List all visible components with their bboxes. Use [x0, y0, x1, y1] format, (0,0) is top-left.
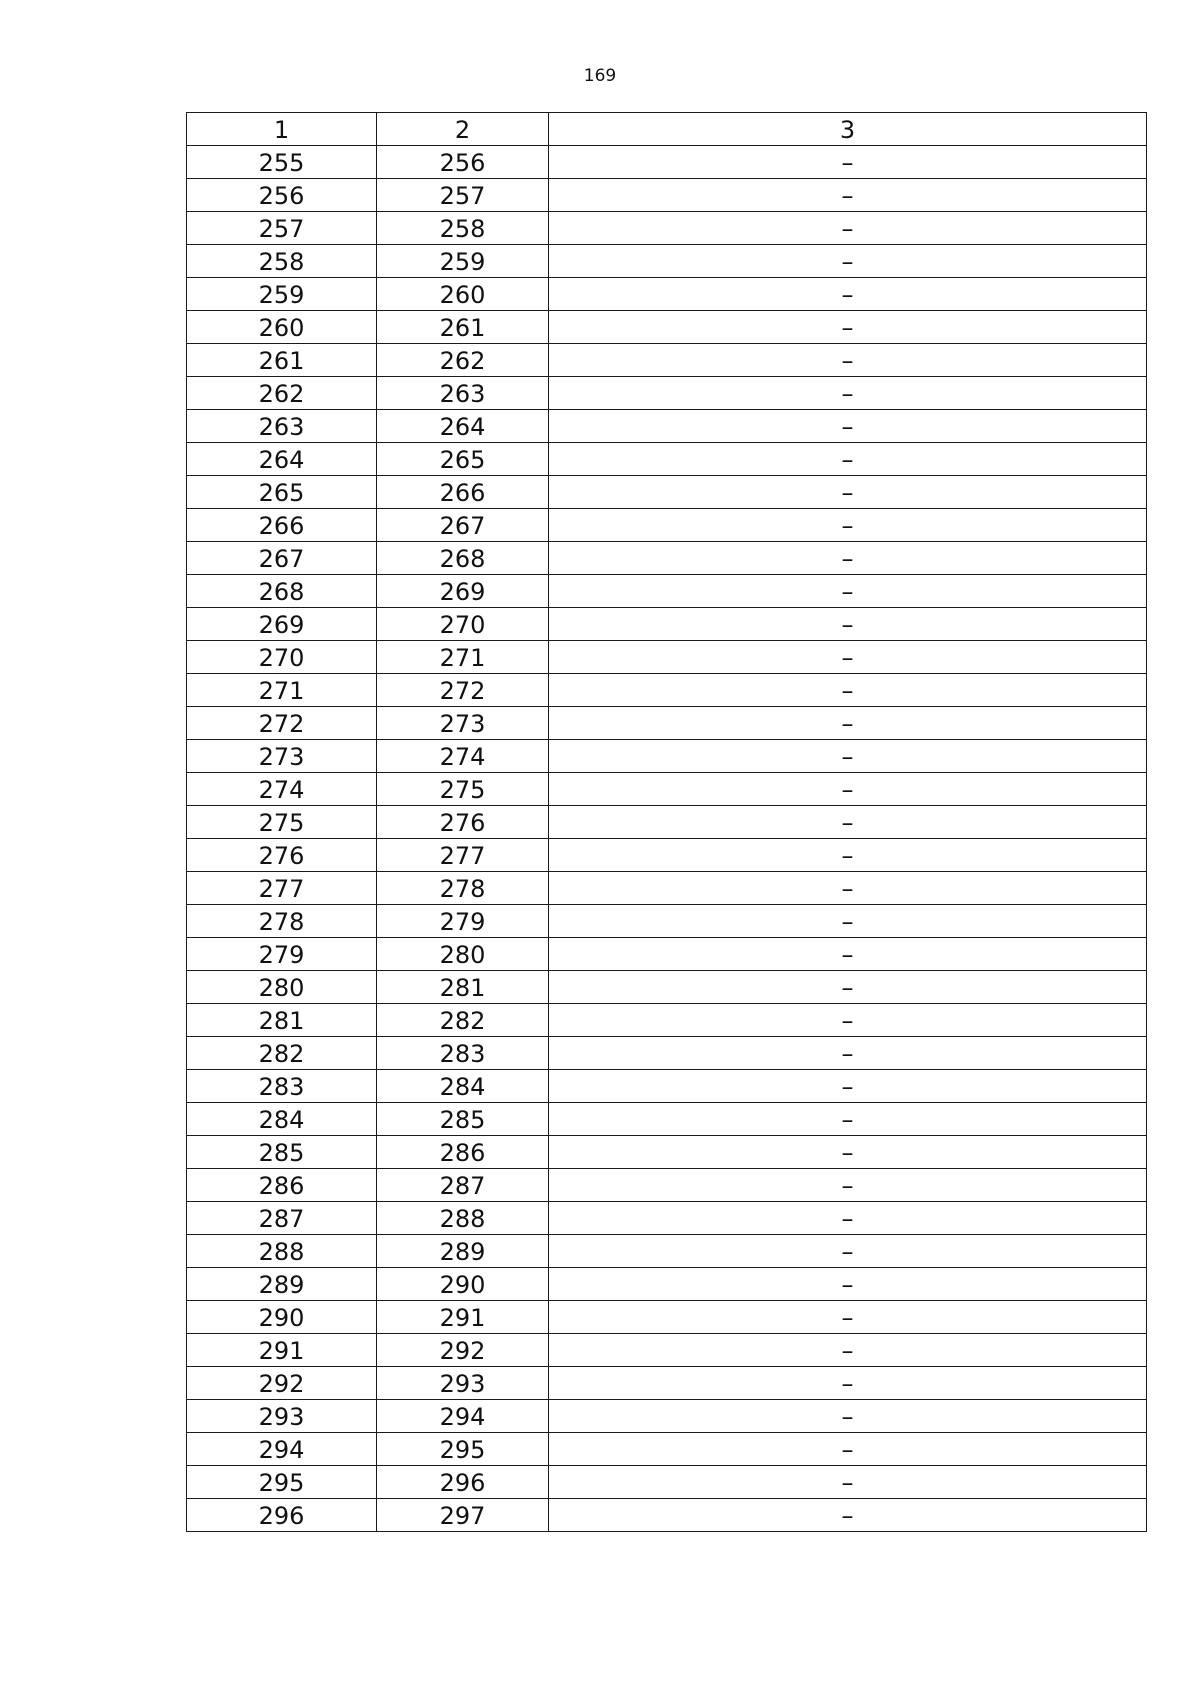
table-row [187, 344, 1147, 377]
table-cell-col-2: 287 [377, 1169, 549, 1202]
table-cell-col-1: 296 [187, 1499, 377, 1532]
table-cell-col-2: 283 [377, 1037, 549, 1070]
table-cell-col-3: – [549, 1466, 1147, 1499]
table-cell-col-3: – [549, 806, 1147, 839]
table-cell-col-3: – [549, 773, 1147, 806]
table-row [187, 1268, 1147, 1301]
table-cell-col-2: 263 [377, 377, 549, 410]
table-cell-col-1: 262 [187, 377, 377, 410]
table-cell-col-3: – [549, 575, 1147, 608]
table-cell-col-2: 296 [377, 1466, 549, 1499]
table-cell-col-2: 268 [377, 542, 549, 575]
table-row [187, 1499, 1147, 1532]
table-row [187, 1400, 1147, 1433]
table-cell-col-1: 288 [187, 1235, 377, 1268]
table-cell-col-3: – [549, 311, 1147, 344]
table-cell-col-3: – [549, 278, 1147, 311]
table-cell-col-1: 255 [187, 146, 377, 179]
table-cell-col-2: 272 [377, 674, 549, 707]
table-row [187, 575, 1147, 608]
table-row [187, 773, 1147, 806]
table-cell-col-3: – [549, 740, 1147, 773]
table-cell-col-2: 274 [377, 740, 549, 773]
table-cell-col-2: 289 [377, 1235, 549, 1268]
table-cell-col-3: – [549, 905, 1147, 938]
table-cell-col-1: 282 [187, 1037, 377, 1070]
header-cell-3: 3 [549, 113, 1147, 146]
table-cell-col-2: 257 [377, 179, 549, 212]
table-row [187, 311, 1147, 344]
table-cell-col-3: – [549, 1400, 1147, 1433]
table-cell-col-2: 297 [377, 1499, 549, 1532]
table-cell-col-1: 292 [187, 1367, 377, 1400]
table-cell-col-1: 286 [187, 1169, 377, 1202]
table-row [187, 410, 1147, 443]
table-cell-col-1: 281 [187, 1004, 377, 1037]
table-header-row [187, 113, 1147, 146]
table-cell-col-2: 256 [377, 146, 549, 179]
table-cell-col-3: – [549, 212, 1147, 245]
table-cell-col-2: 279 [377, 905, 549, 938]
table-cell-col-1: 260 [187, 311, 377, 344]
table-cell-col-2: 278 [377, 872, 549, 905]
table-row [187, 1103, 1147, 1136]
table-row [187, 1037, 1147, 1070]
table-cell-col-1: 280 [187, 971, 377, 1004]
table-row [187, 806, 1147, 839]
table-cell-col-1: 273 [187, 740, 377, 773]
table-cell-col-2: 270 [377, 608, 549, 641]
table-cell-col-1: 269 [187, 608, 377, 641]
table-row [187, 542, 1147, 575]
table-row [187, 839, 1147, 872]
table-row [187, 608, 1147, 641]
table-row [187, 905, 1147, 938]
table-cell-col-2: 267 [377, 509, 549, 542]
table-cell-col-1: 271 [187, 674, 377, 707]
header-cell-2: 2 [377, 113, 549, 146]
table-cell-col-3: – [549, 1301, 1147, 1334]
table-cell-col-3: – [549, 1037, 1147, 1070]
table-row [187, 740, 1147, 773]
table-cell-col-2: 286 [377, 1136, 549, 1169]
table-row [187, 938, 1147, 971]
table-cell-col-2: 282 [377, 1004, 549, 1037]
table-cell-col-3: – [549, 443, 1147, 476]
table-row [187, 1169, 1147, 1202]
table-cell-col-2: 260 [377, 278, 549, 311]
table-cell-col-2: 276 [377, 806, 549, 839]
table-row [187, 179, 1147, 212]
table-cell-col-2: 288 [377, 1202, 549, 1235]
table-cell-col-3: – [549, 1334, 1147, 1367]
data-table [186, 112, 1147, 1532]
table-cell-col-1: 270 [187, 641, 377, 674]
table-cell-col-3: – [549, 245, 1147, 278]
table-cell-col-3: – [549, 179, 1147, 212]
table-row [187, 1004, 1147, 1037]
table-cell-col-3: – [549, 707, 1147, 740]
table-cell-col-2: 280 [377, 938, 549, 971]
table-cell-col-2: 292 [377, 1334, 549, 1367]
table-cell-col-1: 293 [187, 1400, 377, 1433]
table-row [187, 674, 1147, 707]
table-row [187, 278, 1147, 311]
table-cell-col-3: – [549, 872, 1147, 905]
table-cell-col-1: 278 [187, 905, 377, 938]
table-cell-col-3: – [549, 641, 1147, 674]
table-cell-col-1: 264 [187, 443, 377, 476]
table-cell-col-2: 264 [377, 410, 549, 443]
table-body [187, 113, 1147, 1532]
table-cell-col-2: 271 [377, 641, 549, 674]
table-cell-col-3: – [549, 1169, 1147, 1202]
table-cell-col-2: 277 [377, 839, 549, 872]
table-row [187, 1202, 1147, 1235]
table-cell-col-1: 283 [187, 1070, 377, 1103]
table-cell-col-2: 294 [377, 1400, 549, 1433]
table-cell-col-3: – [549, 146, 1147, 179]
table-cell-col-2: 259 [377, 245, 549, 278]
table-row [187, 872, 1147, 905]
table-cell-col-1: 279 [187, 938, 377, 971]
table-cell-col-1: 274 [187, 773, 377, 806]
table-cell-col-3: – [549, 1499, 1147, 1532]
table-cell-col-2: 285 [377, 1103, 549, 1136]
table-cell-col-3: – [549, 377, 1147, 410]
table-row [187, 476, 1147, 509]
table-cell-col-1: 295 [187, 1466, 377, 1499]
table-row [187, 1301, 1147, 1334]
table-cell-col-3: – [549, 1004, 1147, 1037]
table-cell-col-3: – [549, 938, 1147, 971]
table-cell-col-1: 276 [187, 839, 377, 872]
table-cell-col-3: – [549, 608, 1147, 641]
table-row [187, 443, 1147, 476]
table-cell-col-1: 268 [187, 575, 377, 608]
table-cell-col-3: – [549, 1136, 1147, 1169]
table-row [187, 245, 1147, 278]
table-cell-col-1: 265 [187, 476, 377, 509]
table-cell-col-3: – [549, 542, 1147, 575]
table-cell-col-2: 261 [377, 311, 549, 344]
table-cell-col-1: 259 [187, 278, 377, 311]
table-row [187, 1334, 1147, 1367]
table-cell-col-1: 277 [187, 872, 377, 905]
table-cell-col-3: – [549, 344, 1147, 377]
table-cell-col-3: – [549, 1367, 1147, 1400]
table-row [187, 377, 1147, 410]
table-cell-col-1: 289 [187, 1268, 377, 1301]
table-row [187, 1367, 1147, 1400]
table-row [187, 1070, 1147, 1103]
table-cell-col-1: 263 [187, 410, 377, 443]
table-cell-col-1: 291 [187, 1334, 377, 1367]
table-cell-col-2: 262 [377, 344, 549, 377]
table-cell-col-3: – [549, 1268, 1147, 1301]
table-row [187, 509, 1147, 542]
table-cell-col-1: 284 [187, 1103, 377, 1136]
table-cell-col-1: 290 [187, 1301, 377, 1334]
table-cell-col-1: 257 [187, 212, 377, 245]
page-number: 169 [583, 66, 617, 86]
table-cell-col-3: – [549, 1070, 1147, 1103]
table-cell-col-3: – [549, 839, 1147, 872]
table-cell-col-2: 265 [377, 443, 549, 476]
table-cell-col-1: 285 [187, 1136, 377, 1169]
table-cell-col-1: 267 [187, 542, 377, 575]
table-row [187, 641, 1147, 674]
table-row [187, 971, 1147, 1004]
table-cell-col-1: 287 [187, 1202, 377, 1235]
table-cell-col-2: 284 [377, 1070, 549, 1103]
table-row [187, 1433, 1147, 1466]
table-cell-col-3: – [549, 674, 1147, 707]
table-cell-col-3: – [549, 509, 1147, 542]
table-cell-col-2: 291 [377, 1301, 549, 1334]
table-cell-col-3: – [549, 1202, 1147, 1235]
table-row [187, 707, 1147, 740]
table-row [187, 212, 1147, 245]
table-row [187, 1235, 1147, 1268]
table-row [187, 146, 1147, 179]
table-cell-col-1: 261 [187, 344, 377, 377]
table-cell-col-3: – [549, 476, 1147, 509]
table-cell-col-2: 281 [377, 971, 549, 1004]
table-cell-col-2: 295 [377, 1433, 549, 1466]
table-cell-col-2: 275 [377, 773, 549, 806]
table-container [186, 112, 1146, 1532]
table-cell-col-3: – [549, 1235, 1147, 1268]
table-cell-col-2: 293 [377, 1367, 549, 1400]
table-cell-col-1: 294 [187, 1433, 377, 1466]
table-cell-col-2: 258 [377, 212, 549, 245]
table-cell-col-1: 275 [187, 806, 377, 839]
table-cell-col-1: 272 [187, 707, 377, 740]
table-cell-col-2: 273 [377, 707, 549, 740]
table-row [187, 1466, 1147, 1499]
table-cell-col-3: – [549, 971, 1147, 1004]
table-cell-col-1: 258 [187, 245, 377, 278]
table-cell-col-2: 290 [377, 1268, 549, 1301]
table-cell-col-1: 266 [187, 509, 377, 542]
header-cell-1: 1 [187, 113, 377, 146]
table-cell-col-3: – [549, 410, 1147, 443]
table-cell-col-3: – [549, 1433, 1147, 1466]
table-row [187, 1136, 1147, 1169]
table-cell-col-1: 256 [187, 179, 377, 212]
table-cell-col-3: – [549, 1103, 1147, 1136]
table-cell-col-2: 269 [377, 575, 549, 608]
table-cell-col-2: 266 [377, 476, 549, 509]
